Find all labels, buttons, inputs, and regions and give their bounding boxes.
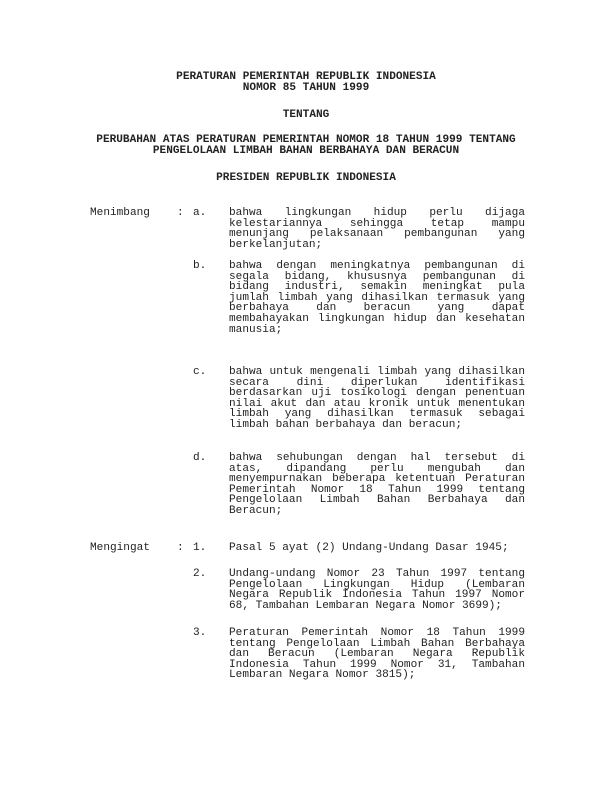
president-heading: PRESIDEN REPUBLIK INDONESIA	[216, 172, 396, 184]
item-number: d.	[193, 452, 207, 464]
subject-line-1: PERUBAHAN ATAS PERATURAN PEMERINTAH NOMOR 18 TAHUN 1999 TENTANG	[96, 134, 516, 146]
paragraph-line: Lembaran Negara Nomor 3815);	[229, 669, 416, 682]
item-paragraph	[229, 628, 525, 681]
paragraph-line: bahwa sehubungan dengan hal tersebut di	[229, 452, 525, 464]
paragraph-line: bahwa dengan meningkatnya pembangunan di	[229, 260, 525, 272]
paragraph-line: Pengelolaan Limbah Bahan Berbahaya dan	[229, 494, 525, 507]
paragraph-line: berdasarkan uji tosikologi dengan penentuan	[229, 387, 525, 400]
item-paragraph	[229, 208, 525, 250]
paragraph-line: Pengelolaan Lingkungan Hidup (Lembaran	[229, 578, 525, 591]
paragraph-line: nilai akut dan atau kronik untuk menentukan	[229, 397, 525, 410]
paragraph-line: secara dini diperlukan identifikasi	[229, 376, 525, 389]
paragraph-line: membahayakan lingkungan hidup dan kesehatan	[229, 312, 525, 325]
section-colon: :	[177, 207, 184, 219]
paragraph-line: Pemerintah Nomor 18 Tahun 1999 tentang	[229, 483, 525, 496]
paragraph-line: manusia;	[229, 323, 283, 336]
paragraph-line: Undang-undang Nomor 23 Tahun 1997 tentang	[229, 568, 525, 580]
section-colon: :	[177, 542, 184, 554]
item-number: b.	[193, 260, 207, 272]
item-number: 2.	[193, 568, 207, 580]
paragraph-line: atas, dipandang perlu mengubah dan	[229, 462, 525, 475]
paragraph-line: Indonesia Tahun 1999 Nomor 31, Tambahan	[229, 658, 525, 671]
subject-line-2: PENGELOLAAN LIMBAH BAHAN BERBAHAYA DAN BERACUN	[152, 145, 460, 157]
paragraph-line: menunjang pelaksanaan pembangunan yang	[229, 228, 525, 241]
item-paragraph	[229, 367, 525, 431]
paragraph-line: bidang industri, semakin meningkat pula	[229, 281, 525, 294]
section-label: Menimbang	[90, 207, 150, 219]
item-paragraph	[229, 543, 525, 554]
item-paragraph	[229, 569, 525, 611]
paragraph-line: limbah yang dihasilkan termasuk sebagai	[229, 408, 525, 421]
item-paragraph	[229, 261, 525, 335]
item-number: a.	[193, 207, 207, 219]
paragraph-line: kelestariannya sehingga tetap mampu	[229, 217, 525, 230]
paragraph-line: tentang Pengelolaan Limbah Bahan Berbahaya	[229, 637, 525, 650]
paragraph-line: Peraturan Pemerintah Nomor 18 Tahun 1999	[229, 627, 525, 639]
paragraph-line: 68, Tambahan Lembaran Negara Nomor 3699);	[229, 599, 502, 612]
document-title: PERATURAN PEMERINTAH REPUBLIK INDONESIA	[176, 71, 436, 83]
paragraph-line: menyempurnakan beberapa ketentuan Peraturan	[229, 473, 525, 486]
paragraph-line: Beracun;	[229, 504, 283, 517]
paragraph-line: bahwa lingkungan hidup perlu dijaga	[229, 207, 525, 219]
paragraph-line: jumlah limbah yang dihasilkan termasuk yang	[229, 291, 525, 304]
item-paragraph	[229, 453, 525, 517]
paragraph-line: berbahaya dan beracun yang dapat	[229, 302, 525, 315]
tentang-heading: TENTANG	[282, 109, 330, 121]
paragraph-line: limbah bahan berbahaya dan beracun;	[229, 418, 463, 431]
item-number: 3.	[193, 627, 207, 639]
paragraph-line: dan Beracun (Lembaran Negara Republik	[229, 648, 525, 661]
item-number: c.	[193, 366, 207, 378]
paragraph-line: berkelanjutan;	[229, 238, 323, 251]
paragraph-line: Negara Republik Indonesia Tahun 1997 Nomor	[229, 589, 525, 602]
paragraph-line: segala bidang, khususnya pembangunan di	[229, 270, 525, 283]
paragraph-line: bahwa untuk mengenali limbah yang dihasilkan	[229, 366, 525, 378]
section-label: Mengingat	[90, 542, 150, 554]
item-number: 1.	[193, 542, 207, 554]
document-number: NOMOR 85 TAHUN 1999	[242, 82, 370, 94]
paragraph-line: Pasal 5 ayat (2) Undang-Undang Dasar 1945;	[229, 542, 509, 554]
